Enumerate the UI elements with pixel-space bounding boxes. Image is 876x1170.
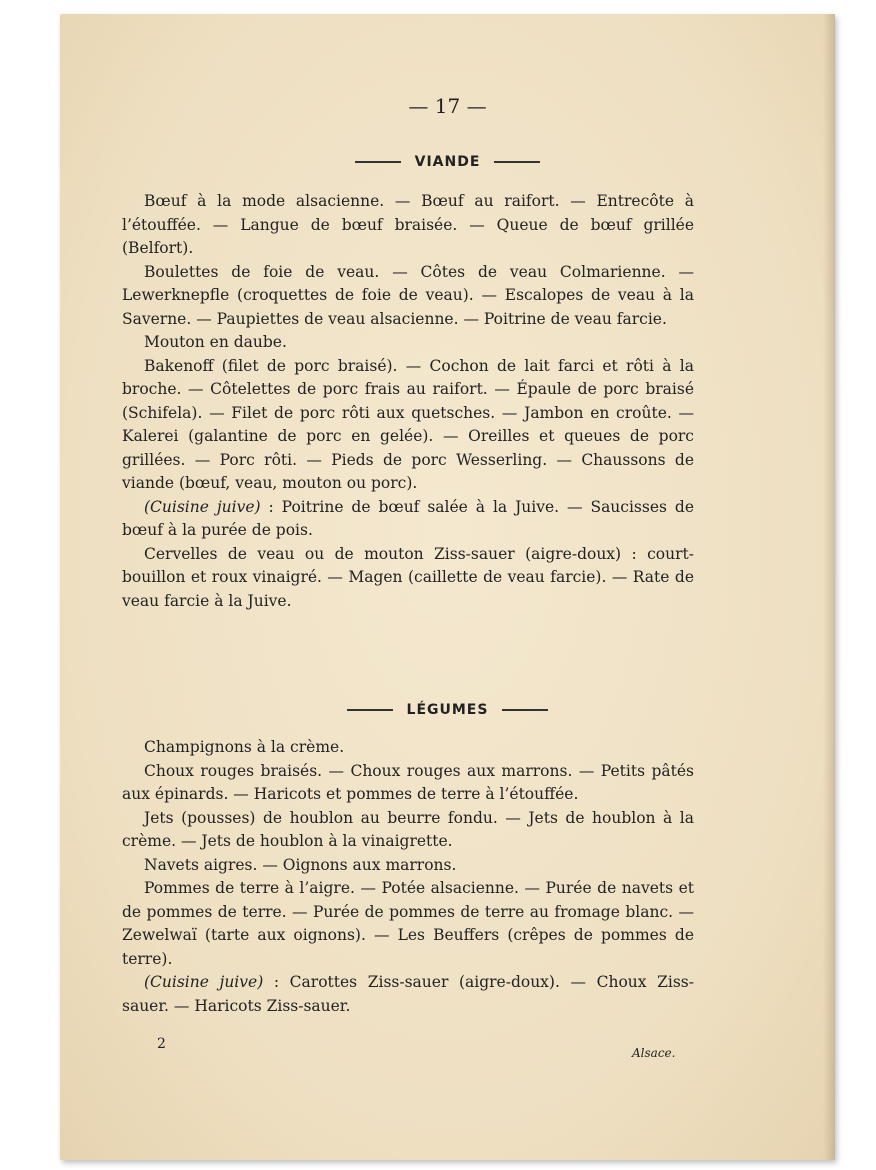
section-heading-viande — [60, 154, 835, 170]
paragraph: Navets aigres. — Oignons aux marrons. — [144, 855, 457, 874]
section-heading-text: VIANDE — [414, 154, 481, 170]
paragraph: Pommes de terre à l’aigre. — Potée alsacienne. — Purée de navets et de pommes de terre. — Purée de pommes de terre au fromage blanc. — Zewelwaï (tarte aux oignons). — Les Beuffers (crêpes de pommes de terre). — [122, 879, 694, 968]
heading-rule-right — [502, 709, 548, 711]
paragraph: Mouton en daube. — [144, 333, 287, 351]
paragraph: Bœuf à la mode alsacienne. — Bœuf au raifort. — Entrecôte à l’étouffée. — Langue de bœuf braisée. — Queue de bœuf grillée (Belfort). — [122, 192, 694, 257]
paragraph: Jets (pousses) de houblon au beurre fondu. — Jets de houblon à la crème. — Jets de houblon à la vinaigrette. — [122, 808, 694, 850]
paragraph: Bakenoff (filet de porc braisé). — Cochon de lait farci et rôti à la broche. — Côtelettes de porc frais au raifort. — Épaule de porc braisé (Schifela). — Filet de porc rôti aux quetsches. — Jambon en croûte. — Kalerei (galantine de porc en gelée). — Oreilles et queues de porc grillées. — Porc rôti. — Pieds de porc Wesserling. — Chaussons de viande (bœuf, veau, mouton ou porc). — [122, 356, 694, 492]
book-page — [60, 14, 835, 1160]
paragraph: Champignons à la crème. — [144, 738, 345, 756]
page-edge-shadow — [823, 14, 835, 1160]
page-number: — 17 — — [408, 94, 487, 118]
cuisine-juive-label: (Cuisine juive) — [144, 973, 264, 991]
footer-note: Alsace. — [632, 1046, 676, 1060]
section-heading-text: LÉGUMES — [406, 702, 489, 718]
section-heading-legumes — [60, 702, 835, 718]
paragraph-text: : Carottes Ziss-sauer (aigre-doux). — Choux Ziss-sauer. — Haricots Ziss-sauer. — [122, 973, 694, 1015]
legumes-section — [122, 736, 694, 1018]
paragraph-juive — [122, 971, 694, 1018]
heading-rule-left — [347, 709, 393, 711]
paragraph-juive — [122, 496, 694, 543]
heading-rule-left — [355, 161, 401, 163]
paragraph: Choux rouges braisés. — Choux rouges aux marrons. — Petits pâtés aux épinards. — Haricots et pommes de terre à l’étouffée. — [122, 761, 694, 803]
paragraph: Boulettes de foie de veau. — Côtes de veau Colmarienne. — Lewerknepfle (croquettes de foie de veau). — Escalopes de veau à la Saverne. — Paupiettes de veau alsacienne. — Poitrine de veau farcie. — [122, 262, 694, 328]
viande-section — [122, 190, 694, 613]
signature-mark: 2 — [157, 1036, 166, 1052]
paragraph-text: : Poitrine de bœuf salée à la Juive. — Saucisses de bœuf à la purée de pois. — [122, 497, 694, 539]
paragraph: Cervelles de veau ou de mouton Ziss-sauer (aigre-doux) : court-bouillon et roux vinaigré. — Magen (caillette de veau farcie). — Rate de veau farcie à la Juive. — [122, 544, 694, 610]
cuisine-juive-label: (Cuisine juive) — [144, 497, 261, 516]
heading-rule-right — [494, 161, 540, 163]
